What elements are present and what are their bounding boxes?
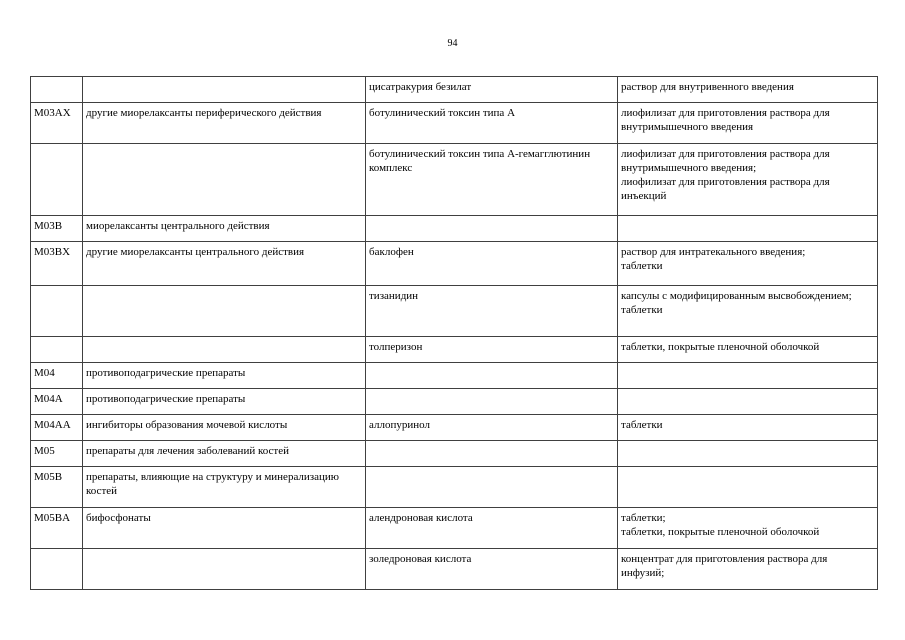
group-name-cell: бифосфонаты xyxy=(83,508,366,549)
drug-name-cell: алендроновая кислота xyxy=(366,508,618,549)
drug-name-cell: ботулинический токсин типа A-гемагглютинин комплекс xyxy=(366,144,618,216)
atc-code-cell: M05 xyxy=(31,441,83,467)
table-row xyxy=(31,363,878,389)
dosage-forms-cell xyxy=(618,508,878,549)
table-row xyxy=(31,467,878,508)
group-name-cell xyxy=(83,77,366,103)
atc-code-cell: M04A xyxy=(31,389,83,415)
dosage-forms-cell xyxy=(618,415,878,441)
drug-name-cell: аллопуринол xyxy=(366,415,618,441)
group-name-cell: препараты, влияющие на структуру и минерализацию костей xyxy=(83,467,366,508)
dosage-form: раствор для интратекального введения; xyxy=(621,246,806,258)
drug-name-cell: цисатракурия безилат xyxy=(366,77,618,103)
dosage-forms-cell xyxy=(618,144,878,216)
dosage-form: раствор для внутривенного введения xyxy=(621,81,794,93)
drug-name-cell: золедроновая кислота xyxy=(366,549,618,590)
atc-code-cell: M03BX xyxy=(31,242,83,286)
table-row xyxy=(31,508,878,549)
dosage-form: таблетки; xyxy=(621,512,666,524)
group-name-cell xyxy=(83,549,366,590)
group-name-cell xyxy=(83,144,366,216)
table-row xyxy=(31,337,878,363)
group-name-cell: препараты для лечения заболеваний костей xyxy=(83,441,366,467)
atc-code-cell: M05B xyxy=(31,467,83,508)
dosage-forms-cell xyxy=(618,337,878,363)
group-name-cell xyxy=(83,337,366,363)
dosage-form: таблетки xyxy=(621,419,663,431)
group-name-cell: другие миорелаксанты центрального действия xyxy=(83,242,366,286)
drug-name-cell xyxy=(366,216,618,242)
atc-code-cell xyxy=(31,77,83,103)
dosage-form: концентрат для приготовления раствора для инфузий; xyxy=(621,553,828,579)
table-row xyxy=(31,77,878,103)
atc-code-cell xyxy=(31,549,83,590)
drug-name-cell: баклофен xyxy=(366,242,618,286)
atc-code-cell xyxy=(31,337,83,363)
dosage-form: капсулы с модифицированным высвобождением; xyxy=(621,290,852,302)
table-row xyxy=(31,144,878,216)
drug-name-cell xyxy=(366,441,618,467)
group-name-cell: противоподагрические препараты xyxy=(83,389,366,415)
page-number: 94 xyxy=(447,38,458,49)
group-name-cell: ингибиторы образования мочевой кислоты xyxy=(83,415,366,441)
table-row xyxy=(31,441,878,467)
group-name-cell: другие миорелаксанты периферического действия xyxy=(83,103,366,144)
drug-name-cell xyxy=(366,389,618,415)
drug-name-cell: ботулинический токсин типа A xyxy=(366,103,618,144)
dosage-forms-cell xyxy=(618,549,878,590)
group-name-cell xyxy=(83,286,366,337)
atc-code-cell xyxy=(31,286,83,337)
dosage-form: таблетки xyxy=(621,304,663,316)
group-name-cell: миорелаксанты центрального действия xyxy=(83,216,366,242)
table-row xyxy=(31,415,878,441)
dosage-form: таблетки, покрытые пленочной оболочкой xyxy=(621,526,820,538)
dosage-forms-cell xyxy=(618,389,878,415)
dosage-forms-cell xyxy=(618,467,878,508)
group-name-cell: противоподагрические препараты xyxy=(83,363,366,389)
dosage-form: лиофилизат для приготовления раствора для внутримышечного введения xyxy=(621,107,830,133)
dosage-form: лиофилизат для приготовления раствора для внутримышечного введения; xyxy=(621,148,830,174)
dosage-form: лиофилизат для приготовления раствора для инъекций xyxy=(621,176,830,202)
dosage-form: таблетки xyxy=(621,260,663,272)
table-row xyxy=(31,549,878,590)
table-row xyxy=(31,103,878,144)
dosage-form: таблетки, покрытые пленочной оболочкой xyxy=(621,341,820,353)
dosage-forms-cell xyxy=(618,441,878,467)
atc-drug-table xyxy=(30,76,878,590)
drug-name-cell xyxy=(366,467,618,508)
atc-code-cell: M05BA xyxy=(31,508,83,549)
dosage-forms-cell xyxy=(618,242,878,286)
drug-name-cell: толперизон xyxy=(366,337,618,363)
table-row xyxy=(31,242,878,286)
table-row xyxy=(31,389,878,415)
dosage-forms-cell xyxy=(618,216,878,242)
dosage-forms-cell xyxy=(618,103,878,144)
atc-code-cell: M03B xyxy=(31,216,83,242)
atc-code-cell: M04 xyxy=(31,363,83,389)
table-row xyxy=(31,286,878,337)
drug-name-cell xyxy=(366,363,618,389)
drug-name-cell: тизанидин xyxy=(366,286,618,337)
atc-code-cell: M04AA xyxy=(31,415,83,441)
table-row xyxy=(31,216,878,242)
dosage-forms-cell xyxy=(618,77,878,103)
atc-code-cell: M03AX xyxy=(31,103,83,144)
atc-code-cell xyxy=(31,144,83,216)
dosage-forms-cell xyxy=(618,363,878,389)
dosage-forms-cell xyxy=(618,286,878,337)
